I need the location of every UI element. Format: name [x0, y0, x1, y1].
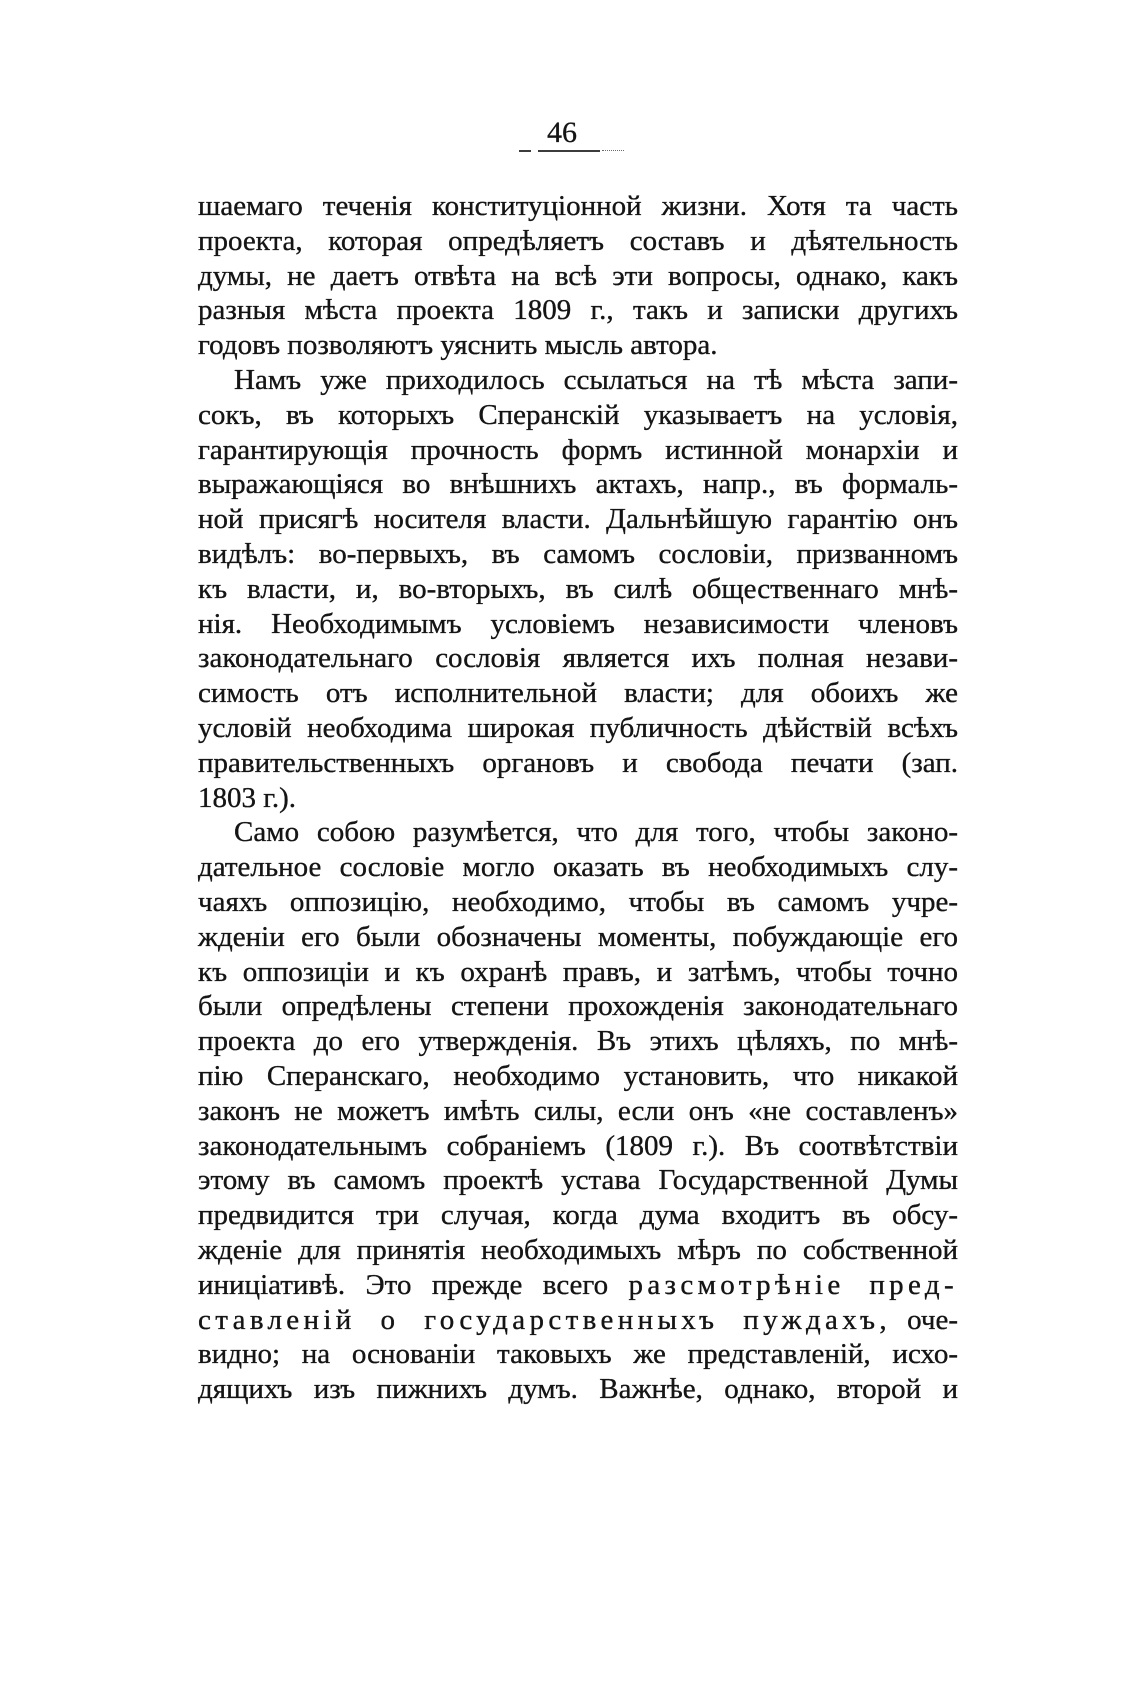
text-line: къ оппозиціи и къ охранѣ правъ, и затѣмъ, чтобы точно [198, 955, 958, 988]
text-line: чаяхъ оппозицію, необходимо, чтобы въ самомъ учре- [198, 885, 958, 918]
text-line: 1803 г.). [198, 781, 297, 814]
spaced-emphasis-text: ставленій о государственныхъ пуждахъ [198, 1303, 880, 1336]
text-line: дящихъ изъ пижнихъ думъ. Важнѣе, однако, второй и [198, 1373, 958, 1406]
text-line: шаемаго теченія конституціонной жизни. Хотя та часть [198, 190, 958, 222]
text-line: проекта до его утвержденія. Въ этихъ цѣляхъ, по мнѣ- [198, 1025, 958, 1058]
text-line: предвидится три случая, когда дума входитъ въ обсу- [198, 1199, 958, 1232]
spaced-emphasis-text: разсмотрѣніе пред- [628, 1268, 958, 1301]
header-rule [602, 150, 624, 151]
text-line: годовъ позволяютъ уяснить мысль автора. [198, 329, 718, 362]
text-line: дательное сословіе могло оказать въ необходимыхъ слу- [198, 851, 958, 884]
text-line: Само собою разумѣется, что для того, чтобы законо- [234, 816, 958, 849]
text-line: этому въ самомъ проектѣ устава Государственной Думы [198, 1164, 958, 1197]
text-line [198, 1268, 958, 1303]
text-line: жденіе для принятія необходимыхъ мѣръ по собственной [198, 1233, 958, 1266]
text-line: Намъ уже приходилось ссылаться на тѣ мѣста запи- [234, 363, 958, 396]
text-line: нія. Необходимымъ условіемъ независимости членовъ [198, 607, 958, 640]
text-line: законъ не можетъ имѣть силы, если онъ «не составленъ» [198, 1094, 958, 1127]
page-number: 46 [547, 116, 577, 149]
text-line: гарантирующія прочность формъ истинной монархіи и [198, 433, 958, 466]
paragraph [198, 815, 958, 1407]
text-line: разныя мѣста проекта 1809 г., такъ и записки другихъ [198, 294, 958, 327]
text-line: проекта, которая опредѣляетъ составъ и дѣятельность [198, 224, 958, 257]
text-line: правительственныхъ органовъ и свобода печати (зап. [198, 746, 958, 779]
paragraph [198, 363, 958, 815]
text-line: законодательнаго сословія является ихъ полная незави- [198, 642, 958, 675]
text-line: видно; на основаніи таковыхъ же представленій, исхо- [198, 1338, 958, 1371]
text-line: были опредѣлены степени прохожденія законодательнаго [198, 990, 958, 1023]
text-line: пію Сперанскаго, необходимо установить, что никакой [198, 1059, 958, 1092]
text-line: сокъ, въ которыхъ Сперанскій указываетъ на условія, [198, 398, 958, 431]
text-line: условій необходима широкая публичность дѣйствій всѣхъ [198, 711, 958, 744]
header-rule [519, 150, 531, 152]
text-line: симость отъ исполнительной власти; для обоихъ же [198, 677, 958, 710]
text-line: видѣлъ: во-первыхъ, въ самомъ сословіи, призванномъ [198, 537, 958, 570]
text-line: думы, не даетъ отвѣта на всѣ эти вопросы, однако, какъ [198, 259, 958, 292]
text-line: законодательнымъ собраніемъ (1809 г.). Въ соотвѣтствіи [198, 1129, 958, 1162]
text-segment: иниціативѣ. Это прежде всего [198, 1268, 609, 1301]
text-line: къ власти, и, во-вторыхъ, въ силѣ общественнаго мнѣ- [198, 572, 958, 605]
text-line [198, 1303, 958, 1338]
header-rule [538, 150, 600, 152]
text-line: выражающіяся во внѣшнихъ актахъ, напр., въ формаль- [198, 468, 958, 501]
text-line: жденіи его были обозначены моменты, побуждающіе его [198, 920, 958, 953]
text-segment: , оче- [879, 1303, 958, 1336]
paragraph [198, 189, 958, 363]
text-body [198, 189, 958, 1407]
text-line: ной присягѣ носителя власти. Дальнѣйшую гарантію онъ [198, 503, 958, 536]
